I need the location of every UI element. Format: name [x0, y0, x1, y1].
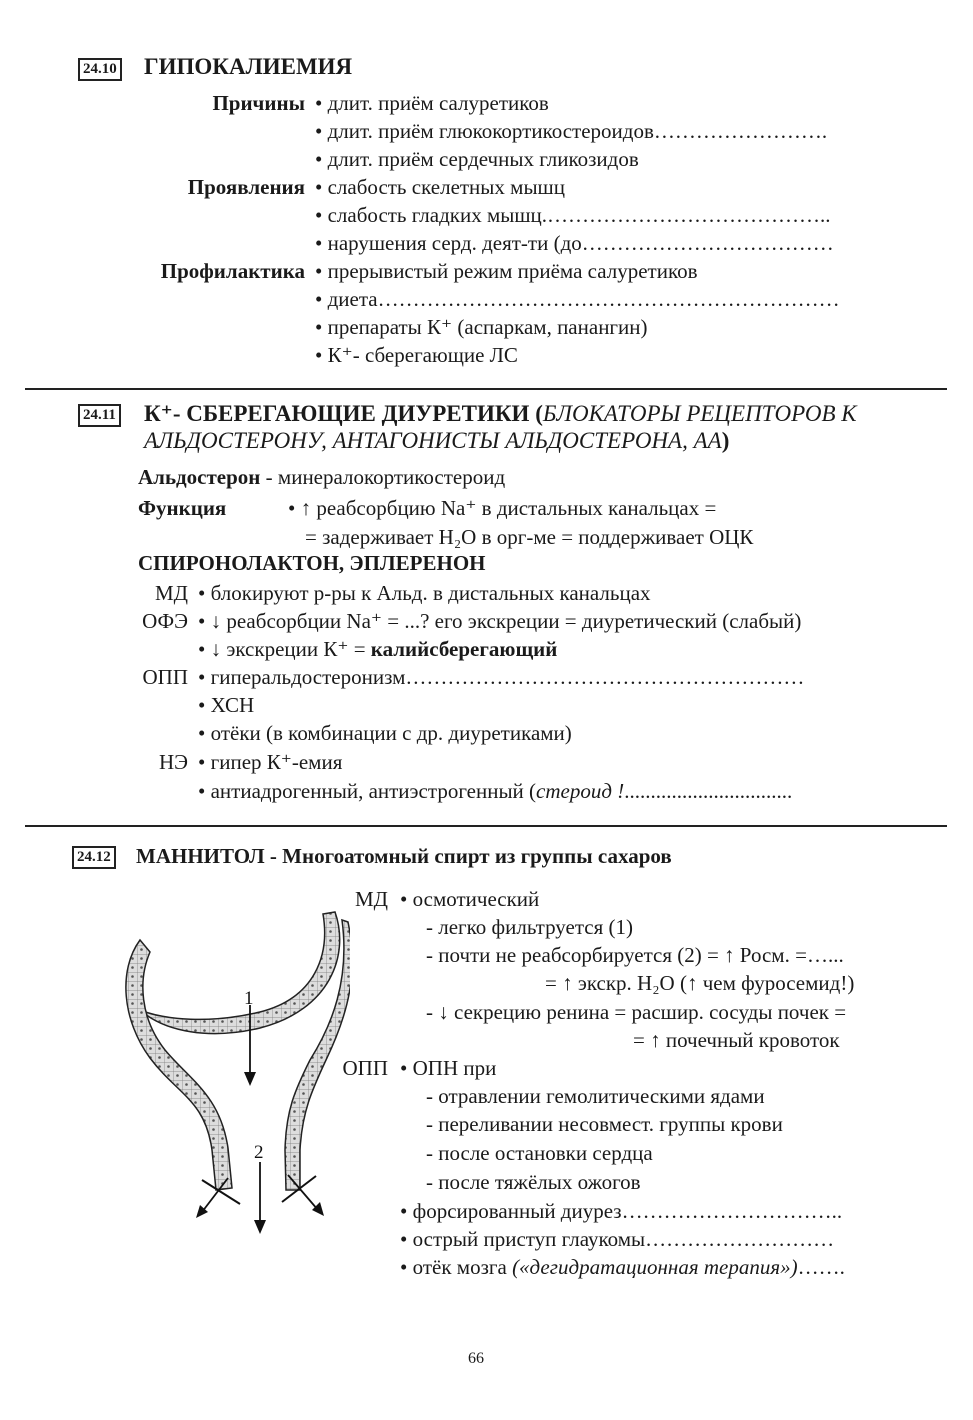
md-label: МД [155, 581, 188, 605]
list-item: • прерывистый режим приёма салуретиков [315, 259, 698, 283]
ofe-label: ОФЭ [142, 609, 188, 633]
list-item: - после остановки сердца [426, 1141, 653, 1165]
list-item: • отёк мозга («дегидратационная терапия»)……. [400, 1255, 845, 1279]
section-title: К⁺- СБЕРЕГАЮЩИЕ ДИУРЕТИКИ (БЛОКАТОРЫ РЕЦЕПТОРОВ К [144, 401, 857, 426]
list-item: • ОПН при [400, 1056, 497, 1080]
list-item: • острый приступ глаукомы……………………… [400, 1227, 835, 1251]
tubule-right-wall [285, 920, 350, 1190]
function-label: Функция [138, 496, 227, 520]
section-title: ГИПОКАЛИЕМИЯ [144, 54, 353, 79]
aldosterone-line: Альдостерон - минералокортикостероид [138, 465, 506, 489]
label-2: 2 [254, 1142, 264, 1163]
list-item: - отравлении гемолитическими ядами [426, 1084, 765, 1108]
list-item: - ↓ секрецию ренина = расшир. сосуды почек = [426, 1000, 847, 1024]
list-item: • ↓ реабсорбции Na⁺ = ...? его экскреции = диуретический (слабый) [198, 609, 802, 633]
md-label: МД [355, 887, 388, 911]
opp-label: ОПП [142, 665, 188, 689]
reabsorption-arrow-right [288, 1175, 318, 1210]
drug-names: СПИРОНОЛАКТОН, ЭПЛЕРЕНОН [138, 551, 486, 575]
causes-label: Причины [212, 91, 305, 115]
list-item: - легко фильтруется (1) [426, 915, 633, 939]
tubule-left-wall [126, 940, 232, 1190]
list-item: • гипер К⁺-емия [198, 750, 343, 774]
section-number: 24.10 [78, 58, 122, 81]
list-item: • длит. приём салуретиков [315, 91, 549, 115]
section-title-continued: АЛЬДОСТЕРОНУ, АНТАГОНИСТЫ АЛЬДОСТЕРОНА, АА) [144, 428, 730, 453]
arrow-head [244, 1072, 256, 1086]
section-number: 24.11 [78, 404, 121, 427]
list-item: • ХСН [198, 693, 255, 717]
opp-label: ОПП [342, 1056, 388, 1080]
list-item: = ↑ экскр. H₂O (↑ чем фуросемид!) [545, 971, 855, 995]
manifestations-label: Проявления [187, 175, 305, 199]
list-item: • гиперальдостеронизм………………………………………………… [198, 665, 805, 689]
list-item: - переливании несовмест. группы крови [426, 1112, 783, 1136]
divider [25, 825, 947, 827]
list-item: • отёки (в комбинации с др. диуретиками) [198, 721, 572, 745]
section-title: МАННИТОЛ - Многоатомный спирт из группы сахаров [136, 844, 672, 868]
ne-label: НЭ [158, 750, 188, 774]
list-item: • слабость гладких мышц.………………………………….. [315, 203, 831, 227]
list-item: - после тяжёлых ожогов [426, 1170, 641, 1194]
page-number: 66 [468, 1350, 484, 1367]
prophylaxis-label: Профилактика [160, 259, 305, 283]
list-item: • форсированный диурез………………………….. [400, 1199, 843, 1223]
list-item: - почти не реабсорбируется (2) = ↑ Росм. =…... [426, 943, 844, 967]
list-item: • антиадрогенный, антиэстрогенный (стероид !................................ [198, 779, 793, 803]
function-text: • ↑ реабсорбцию Na⁺ в дистальных канальцах = [288, 496, 717, 520]
list-item: = ↑ почечный кровоток [633, 1028, 840, 1052]
function-text: = задерживает H₂O в орг-ме = поддерживает ОЦК [305, 525, 754, 549]
list-item: • слабость скелетных мышц [315, 175, 565, 199]
list-item: • ↓ экскреции К⁺ = калийсберегающий [198, 637, 558, 661]
list-item: • длит. приём сердечных гликозидов [315, 147, 639, 171]
list-item: • нарушения серд. деят-ти (до……………………………… [315, 231, 834, 255]
label-1: 1 [244, 988, 254, 1009]
list-item: • препараты К⁺ (аспаркам, панангин) [315, 315, 648, 339]
list-item: • диета………………………………………………………… [315, 287, 840, 311]
list-item: • длит. приём глюкокортикостероидов……………………. [315, 119, 828, 143]
divider [25, 388, 947, 390]
list-item: • блокируют р-ры к Альд. в дистальных канальцах [198, 581, 651, 605]
section-number: 24.12 [72, 846, 116, 869]
arrow-head [254, 1220, 266, 1234]
list-item: • К⁺- сберегающие ЛС [315, 343, 518, 367]
nephron-diagram [110, 900, 350, 1240]
tubule-upper-arm [140, 912, 340, 1034]
list-item: • осмотический [400, 887, 540, 911]
